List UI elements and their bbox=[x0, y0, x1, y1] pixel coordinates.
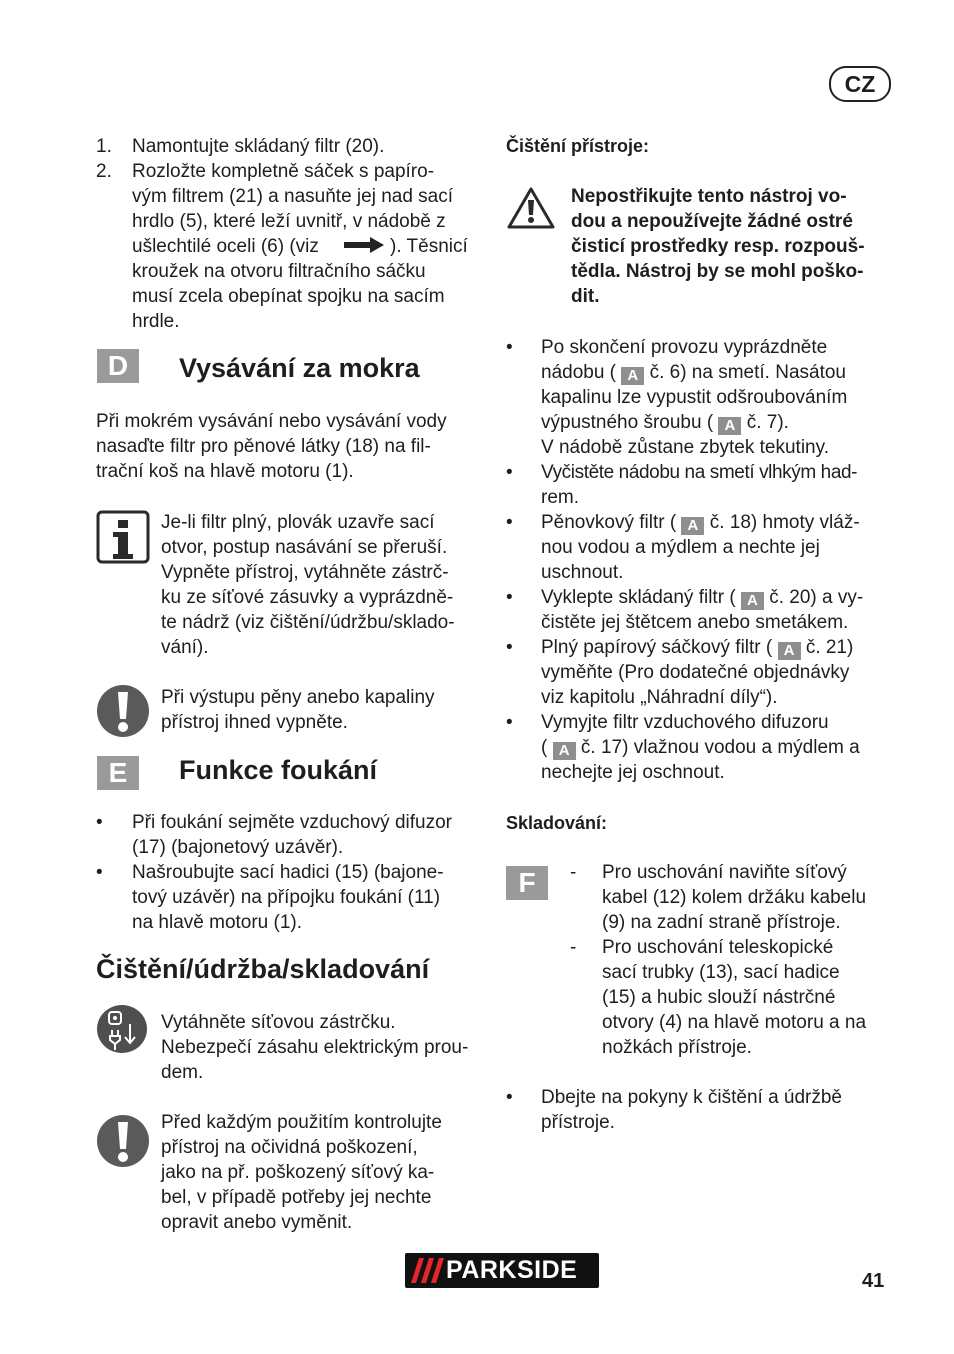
text-segment: č. 21) bbox=[805, 637, 854, 658]
exclamation-icon bbox=[96, 684, 150, 738]
step-number: 1. bbox=[96, 136, 112, 157]
cleaning-heading: Čištění přístroje: bbox=[506, 136, 650, 156]
note-line: Vypněte přístroj, vytáhněte zástrč- bbox=[161, 562, 449, 583]
storage-heading: Skladování: bbox=[506, 813, 608, 833]
note-line: jako na př. poškozený síťový ka- bbox=[161, 1162, 435, 1183]
list-item: Dbejte na pokyny k čištění a údržbě bbox=[541, 1087, 843, 1108]
figure-a-badge: A bbox=[741, 592, 764, 610]
text-segment: č. 7). bbox=[746, 412, 789, 433]
list-item: Pro uschování teleskopické bbox=[602, 937, 834, 958]
bullet: • bbox=[506, 337, 513, 358]
note-line: Při výstupu pěny anebo kapaliny bbox=[161, 687, 435, 708]
note-line: vání). bbox=[161, 637, 209, 658]
note-line: Nebezpečí zásahu elektrickým prou- bbox=[161, 1037, 469, 1058]
list-item bbox=[541, 360, 846, 385]
figure-a-badge: A bbox=[718, 417, 741, 435]
step-text: hrdlo (5), které leží uvnitř, v nádobě z bbox=[132, 211, 446, 232]
text-segment: výpustného šroubu ( bbox=[541, 412, 714, 433]
parkside-logo bbox=[405, 1253, 599, 1288]
list-item: nechejte jej oschnout. bbox=[541, 762, 725, 783]
list-item: (17) (bajonetový uzávěr). bbox=[132, 837, 344, 858]
step-number: 2. bbox=[96, 161, 112, 182]
list-item: přístroje. bbox=[541, 1112, 615, 1133]
note-line: přístroj ihned vypněte. bbox=[161, 712, 348, 733]
text-segment: Plný papírový sáčkový filtr ( bbox=[541, 637, 773, 658]
list-item bbox=[541, 635, 853, 660]
logo-stripes-icon bbox=[411, 1258, 445, 1283]
step-text: kroužek na otvoru filtračního sáčku bbox=[132, 261, 426, 282]
page-number: 41 bbox=[862, 1270, 885, 1292]
bullet: • bbox=[96, 862, 103, 883]
note-line: bel, v případě potřeby jej nechte bbox=[161, 1187, 432, 1208]
step-text: vým filtrem (21) a nasuňte jej nad sací bbox=[132, 186, 454, 207]
info-icon bbox=[96, 510, 150, 564]
list-item: vyměňte (Pro dodatečné objednávky bbox=[541, 662, 850, 683]
text-segment: ( bbox=[541, 737, 548, 758]
list-item bbox=[541, 585, 863, 610]
bullet: • bbox=[506, 462, 513, 483]
step-text: musí zcela obepínat spojku na sacím bbox=[132, 286, 445, 307]
dash: - bbox=[570, 862, 577, 883]
list-item: Pro uschování naviňte síťový bbox=[602, 862, 847, 883]
text-segment: Pěnovkový filtr ( bbox=[541, 512, 677, 533]
list-item bbox=[541, 510, 860, 535]
section-e-badge: E bbox=[97, 756, 139, 790]
step-text: hrdle. bbox=[132, 311, 180, 332]
warning-triangle-icon bbox=[506, 186, 556, 230]
language-badge: CZ bbox=[829, 66, 891, 102]
step-text: ušlechtilé oceli (6) (viz bbox=[132, 236, 319, 257]
list-item: čistěte jej štětcem anebo smetákem. bbox=[541, 612, 849, 633]
list-item: sací trubky (13), sací hadice bbox=[602, 962, 840, 983]
list-item: (15) a hubic slouží nástrčné bbox=[602, 987, 836, 1008]
bullet: • bbox=[506, 587, 513, 608]
section-d-badge: D bbox=[97, 349, 139, 383]
warning-line: dit. bbox=[571, 286, 600, 307]
list-item: rem. bbox=[541, 487, 579, 508]
logo-text: PARKSIDE bbox=[446, 1256, 578, 1284]
section-d-title: Vysávání za mokra bbox=[179, 353, 420, 383]
note-line: Vytáhněte síťovou zástrčku. bbox=[161, 1012, 396, 1033]
note-line: te nádrž (viz čištění/údržbu/sklado- bbox=[161, 612, 455, 633]
dash: - bbox=[570, 937, 577, 958]
paragraph-line: trační koš na hlavě motoru (1). bbox=[96, 461, 354, 482]
list-item: tový uzávěr) na přípojku foukání (11) bbox=[132, 887, 441, 908]
exclamation-icon bbox=[96, 1114, 150, 1168]
text-segment: č. 20) a vy- bbox=[769, 587, 864, 608]
list-item: viz kapitolu „Náhradní díly“). bbox=[541, 687, 778, 708]
list-item: Po skončení provozu vyprázdněte bbox=[541, 337, 828, 358]
list-item: kabel (12) kolem držáku kabelu bbox=[602, 887, 867, 908]
bullet: • bbox=[96, 812, 103, 833]
figure-a-badge: A bbox=[681, 517, 704, 535]
warning-line: dou a nepoužívejte žádné ostré bbox=[571, 211, 853, 232]
note-line: Před každým použitím kontrolujte bbox=[161, 1112, 442, 1133]
list-item: Vymyjte filtr vzduchového difuzoru bbox=[541, 712, 829, 733]
list-item bbox=[541, 410, 789, 435]
text-segment: č. 17) vlažnou vodou a mýdlem a bbox=[580, 737, 860, 758]
text-segment: Vyklepte skládaný filtr ( bbox=[541, 587, 736, 608]
unplug-icon bbox=[96, 1004, 148, 1054]
warning-line: Nepostřikujte tento nástroj vo- bbox=[571, 186, 847, 207]
note-line: dem. bbox=[161, 1062, 204, 1083]
step-text: Namontujte skládaný filtr (20). bbox=[132, 136, 385, 157]
note-line: otvor, postup nasávání se přeruší. bbox=[161, 537, 448, 558]
bullet: • bbox=[506, 637, 513, 658]
arrow-right-icon bbox=[342, 236, 386, 254]
list-item: nou vodou a mýdlem a nechte jej bbox=[541, 537, 820, 558]
list-item: otvory (4) na hlavě motoru a na bbox=[602, 1012, 867, 1033]
list-item: na hlavě motoru (1). bbox=[132, 912, 303, 933]
list-item: kapalinu lze vypustit odšroubováním bbox=[541, 387, 848, 408]
text-segment: č. 18) hmoty vláž- bbox=[709, 512, 860, 533]
list-item: (9) na zadní straně přístroje. bbox=[602, 912, 841, 933]
step-text: Rozložte kompletně sáček s papíro- bbox=[132, 161, 435, 182]
step-text: ). Těsnicí bbox=[390, 236, 468, 257]
bullet: • bbox=[506, 712, 513, 733]
warning-line: čisticí prostředky resp. rozpouš- bbox=[571, 236, 865, 257]
bullet: • bbox=[506, 512, 513, 533]
figure-a-badge: A bbox=[553, 742, 576, 760]
text-segment: č. 6) na smetí. Nasátou bbox=[649, 362, 846, 383]
paragraph-line: Při mokrém vysávání nebo vysávání vody bbox=[96, 411, 447, 432]
note-line: ku ze síťové zásuvky a vyprázdně- bbox=[161, 587, 454, 608]
list-item: nožkách přístroje. bbox=[602, 1037, 752, 1058]
list-item: uschnout. bbox=[541, 562, 624, 583]
note-line: opravit anebo vyměnit. bbox=[161, 1212, 353, 1233]
list-item: Vyčistěte nádobu na smetí vlhkým had- bbox=[541, 462, 858, 483]
note-line: Je-li filtr plný, plovák uzavře sací bbox=[161, 512, 435, 533]
warning-line: tědla. Nástroj by se mohl poško- bbox=[571, 261, 864, 282]
list-item: Při foukání sejměte vzduchový difuzor bbox=[132, 812, 452, 833]
text-segment: nádobu ( bbox=[541, 362, 617, 383]
list-item bbox=[541, 735, 860, 760]
maintenance-title: Čištění/údržba/skladování bbox=[96, 954, 430, 984]
figure-a-badge: A bbox=[621, 367, 644, 385]
figure-a-badge: A bbox=[778, 642, 801, 660]
section-f-badge: F bbox=[506, 866, 548, 900]
paragraph-line: nasaďte filtr pro pěnové látky (18) na fil- bbox=[96, 436, 431, 457]
list-item: Našroubujte sací hadici (15) (bajone- bbox=[132, 862, 444, 883]
section-e-title: Funkce foukání bbox=[179, 755, 378, 785]
list-item: V nádobě zůstane zbytek tekutiny. bbox=[541, 437, 829, 458]
note-line: přístroj na očividná poškození, bbox=[161, 1137, 418, 1158]
bullet: • bbox=[506, 1087, 513, 1108]
